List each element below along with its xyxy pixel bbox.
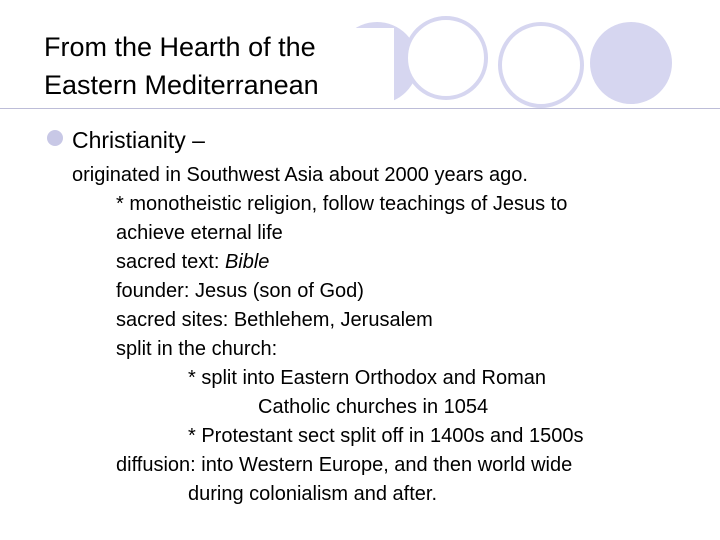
body-line-split-a1: * split into Eastern Orthodox and Roman — [188, 367, 546, 389]
body-line-split-a2: Catholic churches in 1054 — [258, 396, 489, 418]
slide-title-line-1: From the Hearth of the — [44, 32, 316, 62]
body-line-diffusion-b: during colonialism and after. — [188, 483, 438, 505]
slide-title — [44, 28, 394, 104]
slide-title-line-2: Eastern Mediterranean — [44, 70, 319, 100]
body-line-founder: founder: Jesus (son of God) — [116, 280, 364, 302]
sacred-text-value: Bible — [224, 251, 270, 273]
body-line-sacred-sites: sacred sites: Bethlehem, Jerusalem — [116, 309, 433, 331]
body-line-split-b: * Protestant sect split off in 1400s and 1500s — [188, 425, 584, 447]
bullet-dot-icon — [47, 130, 63, 146]
title-divider — [0, 108, 720, 109]
body-line-monotheism-a: * monotheistic religion, follow teachings of Jesus to — [116, 193, 568, 215]
bullet-heading: Christianity – — [72, 127, 205, 153]
body-line-sacred-text — [116, 250, 269, 274]
decor-circle-4 — [590, 22, 672, 104]
body-line-monotheism-b: achieve eternal life — [116, 222, 283, 244]
body-line-diffusion-a: diffusion: into Western Europe, and then world wide — [116, 454, 573, 476]
sacred-text-label: sacred text: — [116, 251, 225, 273]
decor-circle-2 — [404, 16, 488, 100]
decor-circle-3 — [498, 22, 584, 108]
body-line-split: split in the church: — [116, 338, 278, 360]
body-line-origin: originated in Southwest Asia about 2000 years ago. — [72, 164, 528, 186]
